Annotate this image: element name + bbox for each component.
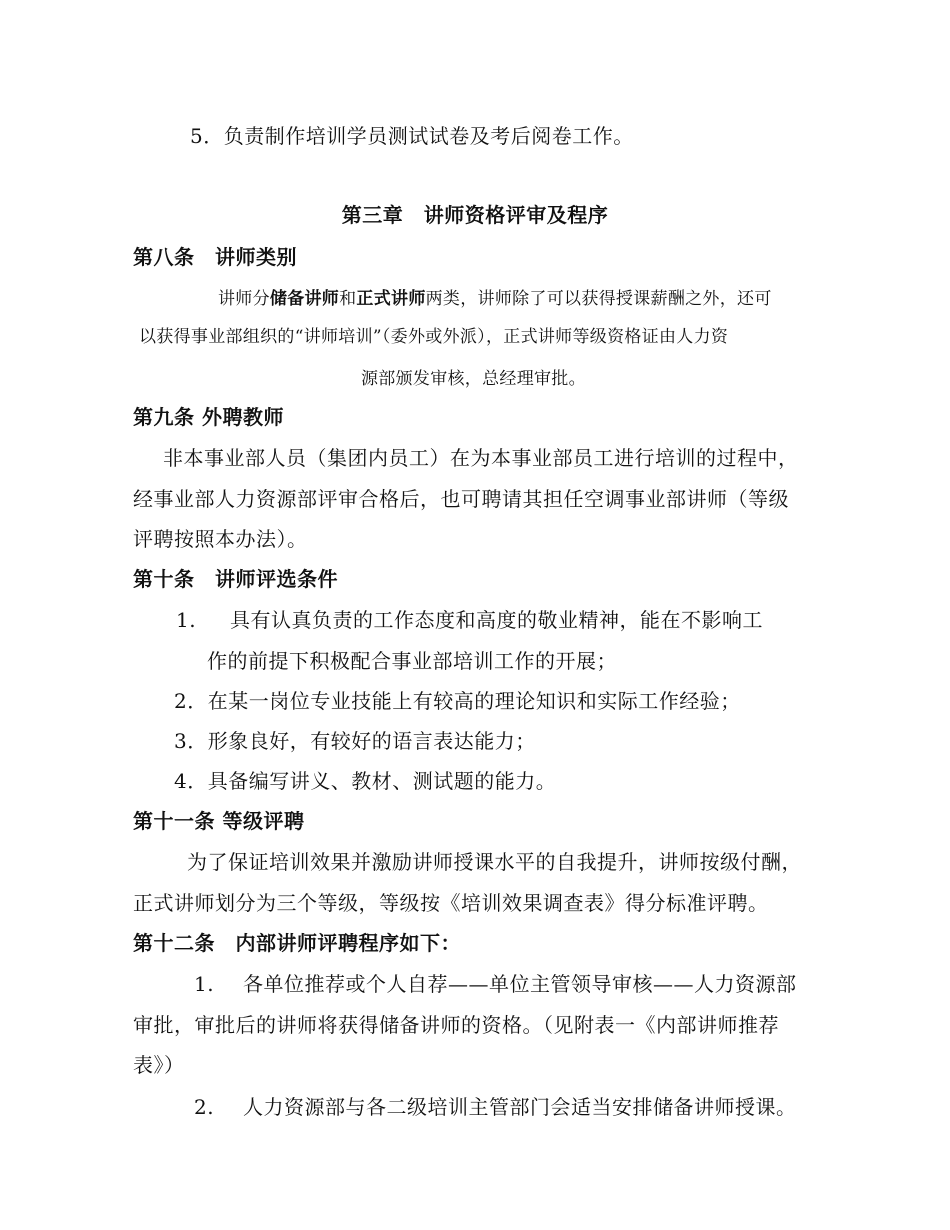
article-8-paragraph-line-2: 以获得事业部组织的“讲师培训”（委外或外派），正式讲师等级资格证由人力资: [139, 327, 729, 347]
article-9-heading: 第九条 外聘教师: [133, 405, 284, 429]
text: 讲师分: [218, 289, 270, 309]
article-12-heading: 第十二条 内部讲师评聘程序如下：: [133, 931, 461, 955]
article-11-paragraph-line-1: 为了保证培训效果并激励讲师授课水平的自我提升，讲师按级付酬，: [187, 850, 802, 874]
article-11-heading: 第十一条 等级评聘: [133, 809, 305, 833]
article-8-paragraph-line-3: 源部颁发审核，总经理审批。: [361, 369, 586, 389]
article-12-item-1-line-2: 审批，审批后的讲师将获得储备讲师的资格。（见附表一《内部讲师推荐: [133, 1013, 779, 1037]
article-10-item-1-number: 1.: [176, 608, 197, 632]
article-12-item-1-line-3: 表》）: [133, 1053, 185, 1077]
article-9-paragraph-line-3: 评聘按照本办法）。: [133, 527, 308, 551]
article-12-item-2-line-1: 人力资源部与各二级培训主管部门会适当安排储备讲师授课。: [243, 1095, 797, 1119]
text: 两类，讲师除了可以获得授课薪酬之外，还可: [425, 289, 772, 309]
emphasis-formal-lecturer: 正式讲师: [356, 289, 426, 309]
article-9-paragraph-line-1: 非本事业部人员（集团内员工）在为本事业部员工进行培训的过程中，: [163, 446, 799, 470]
list-item-5: 5．负责制作培训学员测试试卷及考后阅卷工作。: [190, 124, 634, 148]
emphasis-reserve-lecturer: 储备讲师: [269, 289, 340, 309]
article-12-item-1-line-1: 各单位推荐或个人自荐——单位主管领导审核——人力资源部: [243, 972, 797, 996]
article-10-heading: 第十条 讲师评选条件: [133, 567, 338, 591]
article-10-item-2: 2．在某一岗位专业技能上有较高的理论知识和实际工作经验；: [174, 689, 741, 713]
article-12-item-2-number: 2.: [194, 1095, 215, 1119]
article-8-heading: 第八条 讲师类别: [133, 245, 297, 269]
article-9-paragraph-line-2: 经事业部人力资源部评审合格后，也可聘请其担任空调事业部讲师（等级: [133, 487, 789, 511]
text: 和: [339, 289, 357, 309]
article-8-paragraph-line-1: [218, 287, 772, 311]
chapter-title: 第三章 讲师资格评审及程序: [341, 203, 609, 227]
article-10-item-1-line-2: 作的前提下积极配合事业部培训工作的开展；: [207, 649, 617, 673]
article-10-item-1-line-1: 具有认真负责的工作态度和高度的敬业精神，能在不影响工: [230, 608, 763, 632]
article-12-item-1-number: 1.: [194, 972, 215, 996]
article-11-paragraph-line-2: 正式讲师划分为三个等级，等级按《培训效果调查表》得分标准评聘。: [133, 891, 769, 915]
article-10-item-3: 3．形象良好，有较好的语言表达能力；: [174, 729, 536, 753]
article-10-item-4: 4．具备编写讲义、教材、测试题的能力。: [174, 769, 557, 793]
